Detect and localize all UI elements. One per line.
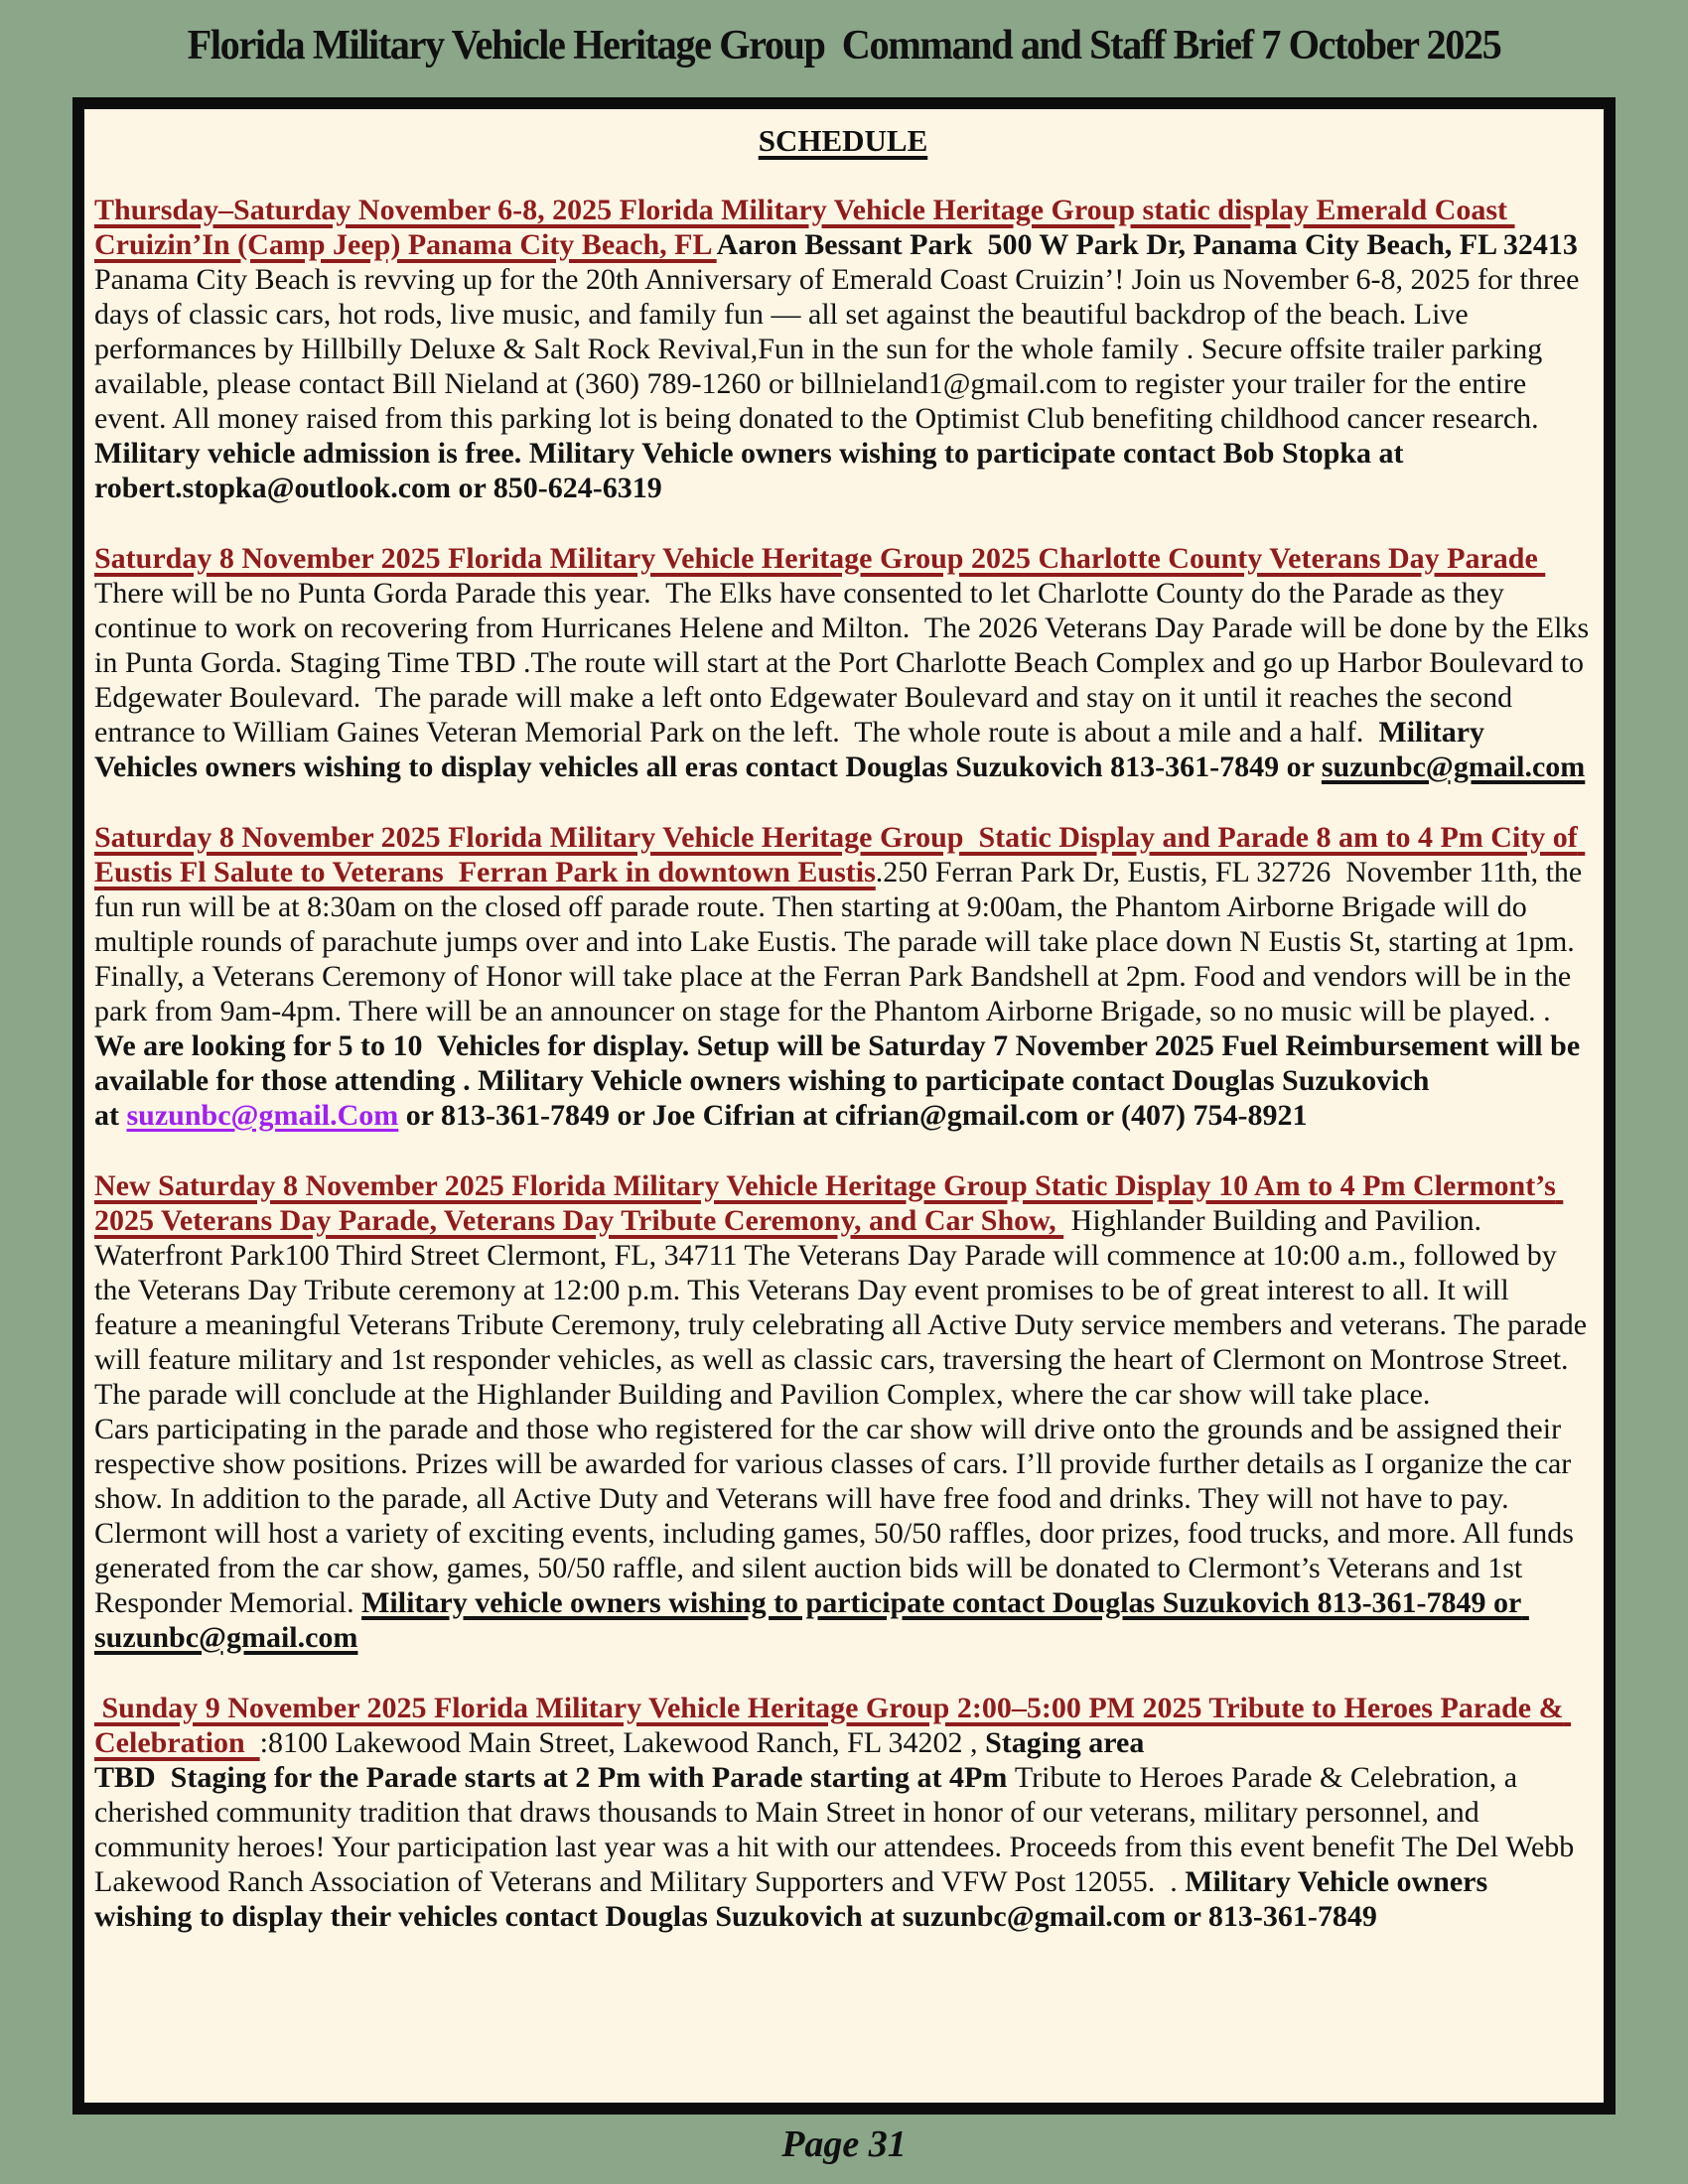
document-page bbox=[72, 97, 1616, 2115]
event-heading: Saturday 8 November 2025 Florida Military Vehicle Heritage Group Static Display and Parade 8 am to 4 Pm City of Eustis Fl Salute to Veterans Ferran Park in downtown Eustis bbox=[94, 821, 1586, 888]
contact-info: or 813-361-7849 or Joe Cifrian at cifrian@gmail.com or (407) 754-8921 bbox=[398, 1099, 1308, 1132]
event-description: Cars participating in the parade and those who registered for the car show will drive onto the grounds and be assigned their respective show positions. Prizes will be awarded for various classes of cars. I’ll provide further details as I organize the car show. In addition to the parade, all Active Duty and Veterans will have free food and drinks. They will not have to pay. Clermont will host a variety of exciting events, including games, 50/50 raffles, door prizes, food trucks, and more. All funds generated from the car show, games, 50/50 raffle, and silent auction bids will be donated to Clermont’s Veterans and 1st Responder Memorial. bbox=[94, 1413, 1582, 1619]
contact-info: We are looking for 5 to 10 Vehicles for display. Setup will be Saturday 7 November 2025 Fuel Reimbursement will be available for those attending . Military Vehicle owners wishing to participate contact Douglas Suzukovich bbox=[94, 1029, 1588, 1097]
event-description: .250 Ferran Park Dr, Eustis, FL 32726 November 11th, the fun run will be at 8:30am on the closed off parade route. Then starting at 9:00am, the Phantom Airborne Brigade will do multiple rounds of parachute jumps over and into Lake Eustis. The parade will take place down N Eustis St, starting at 1pm. Finally, a Veterans Ceremony of Honor will take place at the Ferran Park Bandshell at 2pm. Food and vendors will be in the park from 9am-4pm. There will be an announcer on stage for the Phantom Airborne Brigade, so no music will be played. . bbox=[94, 856, 1590, 1027]
contact-info: Military Vehicles owners wishing to display vehicles all eras contact Douglas Suzukovich 813-361-7849 or bbox=[94, 716, 1492, 783]
contact-email: suzunbc@gmail.com bbox=[1321, 751, 1586, 783]
event-heading: Saturday 8 November 2025 Florida Military Vehicle Heritage Group 2025 Charlotte County Veterans Day Parade bbox=[94, 542, 1546, 575]
schedule-heading bbox=[94, 123, 1592, 159]
contact-info: Military vehicle admission is free. Military Vehicle owners wishing to participate contact Bob Stopka at robert.stopka@outlook.com or 850-624-6319 bbox=[94, 437, 1412, 504]
staging-info: Staging area bbox=[985, 1726, 1145, 1759]
event-heading: New Saturday 8 November 2025 Florida Military Vehicle Heritage Group Static Display 10 Am to 4 Pm Clermont’s 2025 Veterans Day Parade, Veterans Day Tribute Ceremony, and Car Show, bbox=[94, 1169, 1564, 1237]
schedule-section-emerald-coast-cruizin bbox=[94, 193, 1592, 505]
schedule-sections bbox=[94, 193, 1597, 1934]
event-location: Aaron Bessant Park 500 W Park Dr, Panama City Beach, FL 32413 bbox=[716, 228, 1586, 261]
page-title: Florida Military Vehicle Heritage Group Command and Staff Brief 7 October 2025 bbox=[187, 23, 1501, 68]
event-description: Tribute to Heroes Parade & Celebration, a cherished community tradition that draws thousands to Main Street in honor of our veterans, military personnel, and community heroes! Your participation last year was a hit with our attendees. Proceeds from this event benefit The Del Webb Lakewood Ranch Association of Veterans and Military Supporters and VFW Post 12055. . bbox=[94, 1761, 1582, 1898]
page-number: Page 31 bbox=[781, 2123, 907, 2165]
event-heading: Thursday–Saturday November 6-8, 2025 Florida Military Vehicle Heritage Group static display Emerald Coast Cruizin’In (Camp Jeep) Panama City Beach, FL bbox=[94, 194, 1515, 261]
schedule-section-clermont-veterans-day-parade bbox=[94, 1168, 1595, 1655]
schedule-heading-text: SCHEDULE bbox=[758, 123, 928, 158]
schedule-section-charlotte-county-veterans-day-parade bbox=[94, 541, 1597, 784]
staging-info: TBD Staging for the Parade starts at 2 Pm with Parade starting at 4Pm bbox=[94, 1761, 1015, 1794]
contact-info: at bbox=[94, 1099, 127, 1132]
event-description: There will be no Punta Gorda Parade this year. The Elks have consented to let Charlotte County do the Parade as they continue to work on recovering from Hurricanes Helene and Milton. The 2026 Veterans Day Parade will be done by the Elks in Punta Gorda. Staging Time TBD .The route will start at the Port Charlotte Beach Complex and go up Harbor Boulevard to Edgewater Boulevard. The parade will make a left onto Edgewater Boulevard and stay on it until it reaches the second entrance to William Gaines Veteran Memorial Park on the left. The whole route is about a mile and a half. bbox=[94, 577, 1597, 749]
contact-info: Military vehicle owners wishing to participate contact Douglas Suzukovich 813-361-7849 or suzunbc@gmail.com bbox=[94, 1586, 1529, 1654]
event-heading: Sunday 9 November 2025 Florida Military Vehicle Heritage Group 2:00–5:00 PM 2025 Tribute to Heroes Parade & Celebration bbox=[94, 1692, 1572, 1759]
event-description: Highlander Building and Pavilion. Waterfront Park100 Third Street Clermont, FL, 34711 The Veterans Day Parade will commence at 10:00 a.m., followed by the Veterans Day Tribute ceremony at 12:00 p.m. This Veterans Day event promises to be of great interest to all. It will feature a meaningful Veterans Tribute Ceremony, truly celebrating all Active Duty service members and veterans. The parade will feature military and 1st responder vehicles, as well as classic cars, traversing the heart of Clermont on Montrose Street. The parade will conclude at the Highlander Building and Pavilion Complex, where the car show will take place. bbox=[94, 1204, 1595, 1411]
event-location: :8100 Lakewood Main Street, Lakewood Ranch, FL 34202 , bbox=[259, 1726, 986, 1759]
event-description: Panama City Beach is revving up for the 20th Anniversary of Emerald Coast Cruizin’! Join us November 6-8, 2025 for three days of classic cars, hot rods, live music, and family fun — all set against the beautiful backdrop of the beach. Live performances by Hillbilly Deluxe & Salt Rock Revival,Fun in the sun for the whole family . Secure offsite trailer parking available, please contact Bill Nieland at (360) 789-1260 or billnieland1@gmail.com to register your trailer for the entire event. All money raised from this parking lot is being donated to the Optimist Club benefiting childhood cancer research. bbox=[94, 263, 1587, 435]
contact-email-link[interactable]: suzunbc@gmail.Com bbox=[126, 1099, 399, 1132]
contact-info: Military Vehicle owners wishing to display their vehicles contact Douglas Suzukovich at suzunbc@gmail.com or 813-361-7849 bbox=[94, 1865, 1495, 1933]
schedule-section-tribute-to-heroes-parade bbox=[94, 1691, 1592, 1934]
schedule-section-eustis-salute-to-veterans bbox=[94, 820, 1592, 1133]
